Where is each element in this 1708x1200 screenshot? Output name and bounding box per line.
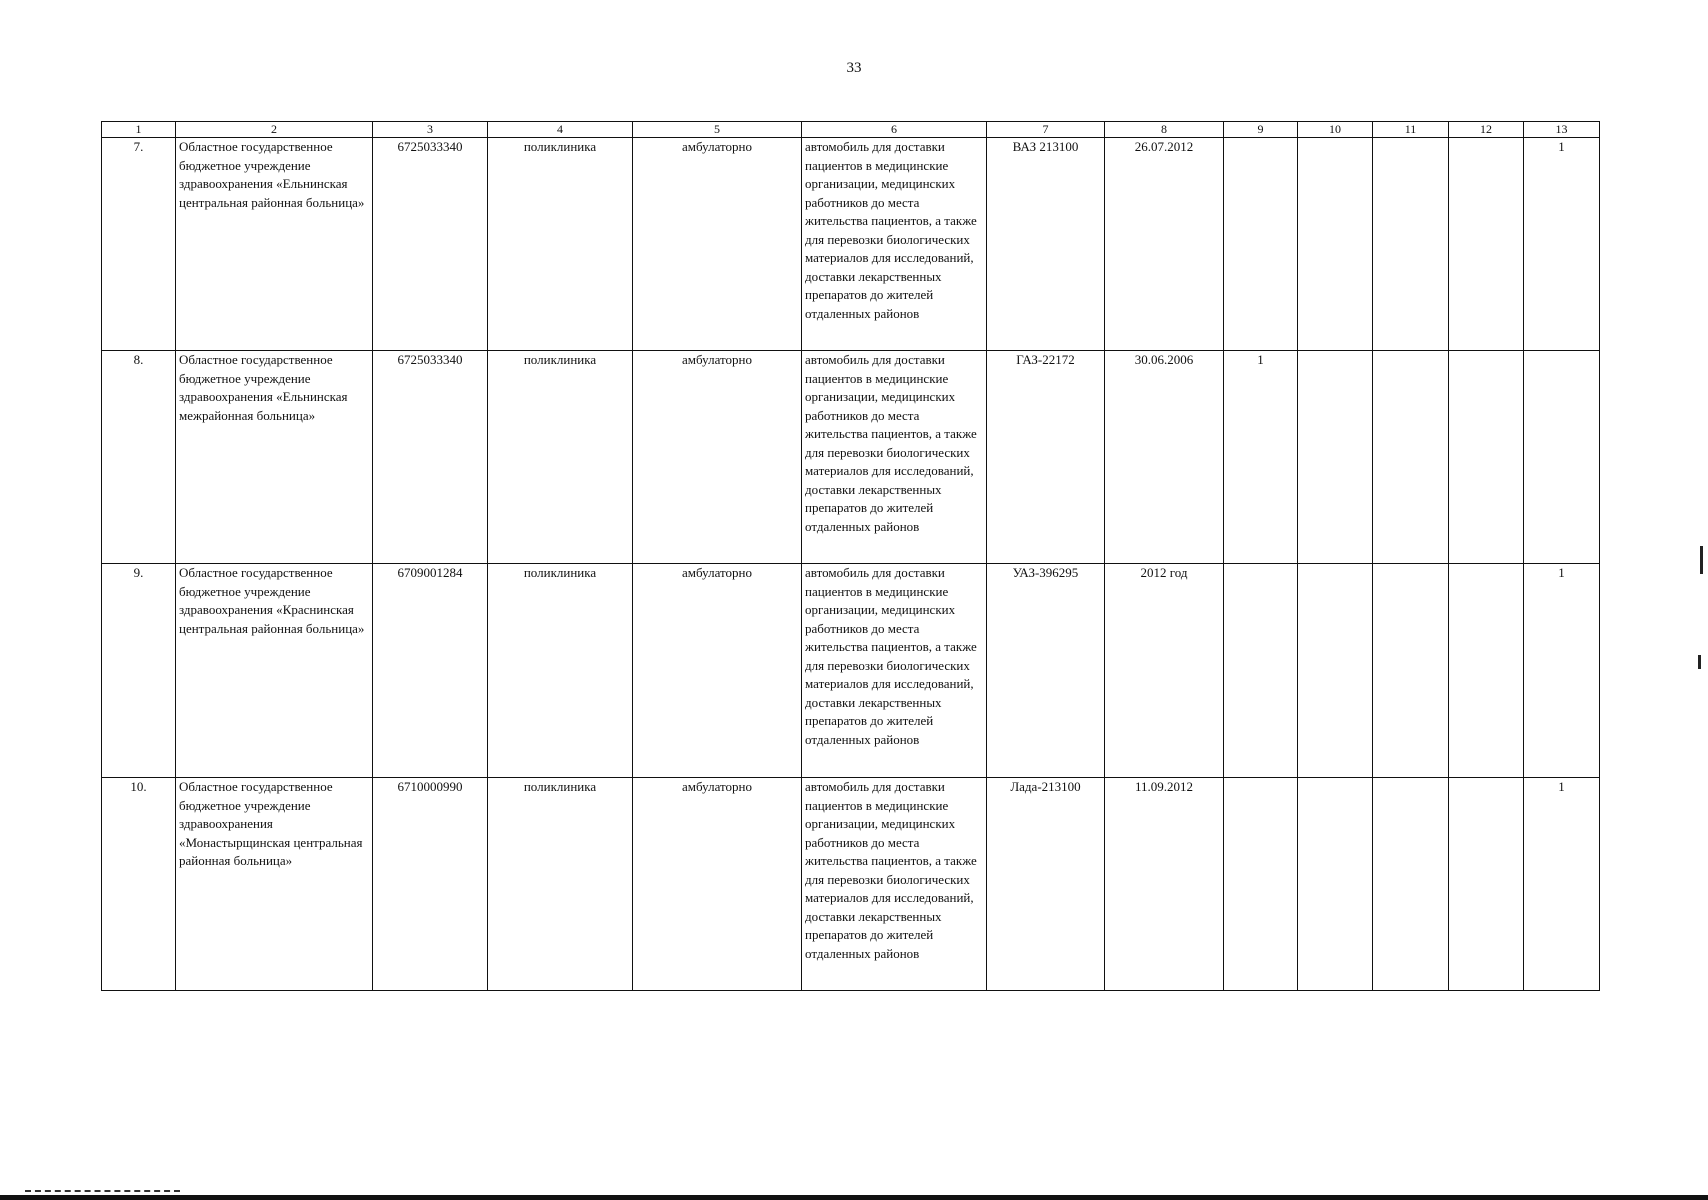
column-header: 10 bbox=[1298, 122, 1373, 138]
column-header: 7 bbox=[987, 122, 1105, 138]
column-header: 12 bbox=[1449, 122, 1524, 138]
cell-col13: 1 bbox=[1524, 138, 1600, 351]
cell-col11 bbox=[1373, 138, 1449, 351]
cell-col10 bbox=[1298, 351, 1373, 564]
cell-type: поликлиника bbox=[488, 138, 633, 351]
table-row bbox=[102, 778, 1600, 991]
cell-col10 bbox=[1298, 778, 1373, 991]
cell-organization: Областное государственное бюджетное учреждение здравоохранения «Ельнинская центральная районная больница» bbox=[176, 138, 373, 351]
cell-mode: амбулаторно bbox=[633, 564, 802, 778]
column-header: 1 bbox=[102, 122, 176, 138]
cell-number: 8. bbox=[102, 351, 176, 564]
cell-type: поликлиника bbox=[488, 778, 633, 991]
table-row bbox=[102, 351, 1600, 564]
cell-type: поликлиника bbox=[488, 351, 633, 564]
cell-col12 bbox=[1449, 138, 1524, 351]
cell-col9 bbox=[1224, 564, 1298, 778]
cell-inn: 6725033340 bbox=[373, 351, 488, 564]
cell-inn: 6709001284 bbox=[373, 564, 488, 778]
scan-bottom-edge bbox=[0, 1195, 1708, 1200]
column-header: 9 bbox=[1224, 122, 1298, 138]
cell-purpose: автомобиль для доставки пациентов в медицинские организации, медицинских работников до места жительства пациентов, а также для перевозки биологических материалов для исследований, доставки лекарственных препаратов до жителей отдаленных районов bbox=[802, 778, 987, 991]
column-header: 4 bbox=[488, 122, 633, 138]
vehicle-table bbox=[101, 121, 1600, 991]
cell-date: 11.09.2012 bbox=[1105, 778, 1224, 991]
cell-mode: амбулаторно bbox=[633, 138, 802, 351]
cell-model: ВАЗ 213100 bbox=[987, 138, 1105, 351]
cell-model: Лада-213100 bbox=[987, 778, 1105, 991]
cell-col11 bbox=[1373, 564, 1449, 778]
scan-margin-mark bbox=[1698, 655, 1701, 669]
cell-number: 9. bbox=[102, 564, 176, 778]
cell-model: УАЗ-396295 bbox=[987, 564, 1105, 778]
column-header: 11 bbox=[1373, 122, 1449, 138]
column-header: 6 bbox=[802, 122, 987, 138]
cell-col9: 1 bbox=[1224, 351, 1298, 564]
column-header: 5 bbox=[633, 122, 802, 138]
table-row bbox=[102, 564, 1600, 778]
cell-mode: амбулаторно bbox=[633, 351, 802, 564]
cell-inn: 6725033340 bbox=[373, 138, 488, 351]
cell-organization: Областное государственное бюджетное учреждение здравоохранения «Краснинская центральная районная больница» bbox=[176, 564, 373, 778]
scan-edge-marks bbox=[25, 1190, 180, 1194]
cell-col12 bbox=[1449, 351, 1524, 564]
cell-mode: амбулаторно bbox=[633, 778, 802, 991]
column-header: 8 bbox=[1105, 122, 1224, 138]
cell-col10 bbox=[1298, 138, 1373, 351]
cell-col9 bbox=[1224, 138, 1298, 351]
cell-col11 bbox=[1373, 778, 1449, 991]
cell-col13 bbox=[1524, 351, 1600, 564]
cell-inn: 6710000990 bbox=[373, 778, 488, 991]
cell-col13: 1 bbox=[1524, 564, 1600, 778]
cell-purpose: автомобиль для доставки пациентов в медицинские организации, медицинских работников до места жительства пациентов, а также для перевозки биологических материалов для исследований, доставки лекарственных препаратов до жителей отдаленных районов bbox=[802, 351, 987, 564]
cell-col9 bbox=[1224, 778, 1298, 991]
cell-number: 7. bbox=[102, 138, 176, 351]
scan-margin-mark bbox=[1700, 546, 1703, 574]
column-header: 3 bbox=[373, 122, 488, 138]
cell-col10 bbox=[1298, 564, 1373, 778]
cell-purpose: автомобиль для доставки пациентов в медицинские организации, медицинских работников до места жительства пациентов, а также для перевозки биологических материалов для исследований, доставки лекарственных препаратов до жителей отдаленных районов bbox=[802, 564, 987, 778]
column-header: 2 bbox=[176, 122, 373, 138]
cell-date: 26.07.2012 bbox=[1105, 138, 1224, 351]
cell-type: поликлиника bbox=[488, 564, 633, 778]
cell-col13: 1 bbox=[1524, 778, 1600, 991]
cell-model: ГАЗ-22172 bbox=[987, 351, 1105, 564]
cell-number: 10. bbox=[102, 778, 176, 991]
column-header: 13 bbox=[1524, 122, 1600, 138]
cell-organization: Областное государственное бюджетное учреждение здравоохранения «Монастырщинская центральная районная больница» bbox=[176, 778, 373, 991]
table-header-row bbox=[102, 122, 1600, 138]
cell-col12 bbox=[1449, 564, 1524, 778]
cell-col11 bbox=[1373, 351, 1449, 564]
cell-purpose: автомобиль для доставки пациентов в медицинские организации, медицинских работников до места жительства пациентов, а также для перевозки биологических материалов для исследований, доставки лекарственных препаратов до жителей отдаленных районов bbox=[802, 138, 987, 351]
table-row bbox=[102, 138, 1600, 351]
cell-organization: Областное государственное бюджетное учреждение здравоохранения «Ельнинская межрайонная больница» bbox=[176, 351, 373, 564]
cell-date: 2012 год bbox=[1105, 564, 1224, 778]
cell-col12 bbox=[1449, 778, 1524, 991]
cell-date: 30.06.2006 bbox=[1105, 351, 1224, 564]
page-number: 33 bbox=[846, 60, 862, 76]
